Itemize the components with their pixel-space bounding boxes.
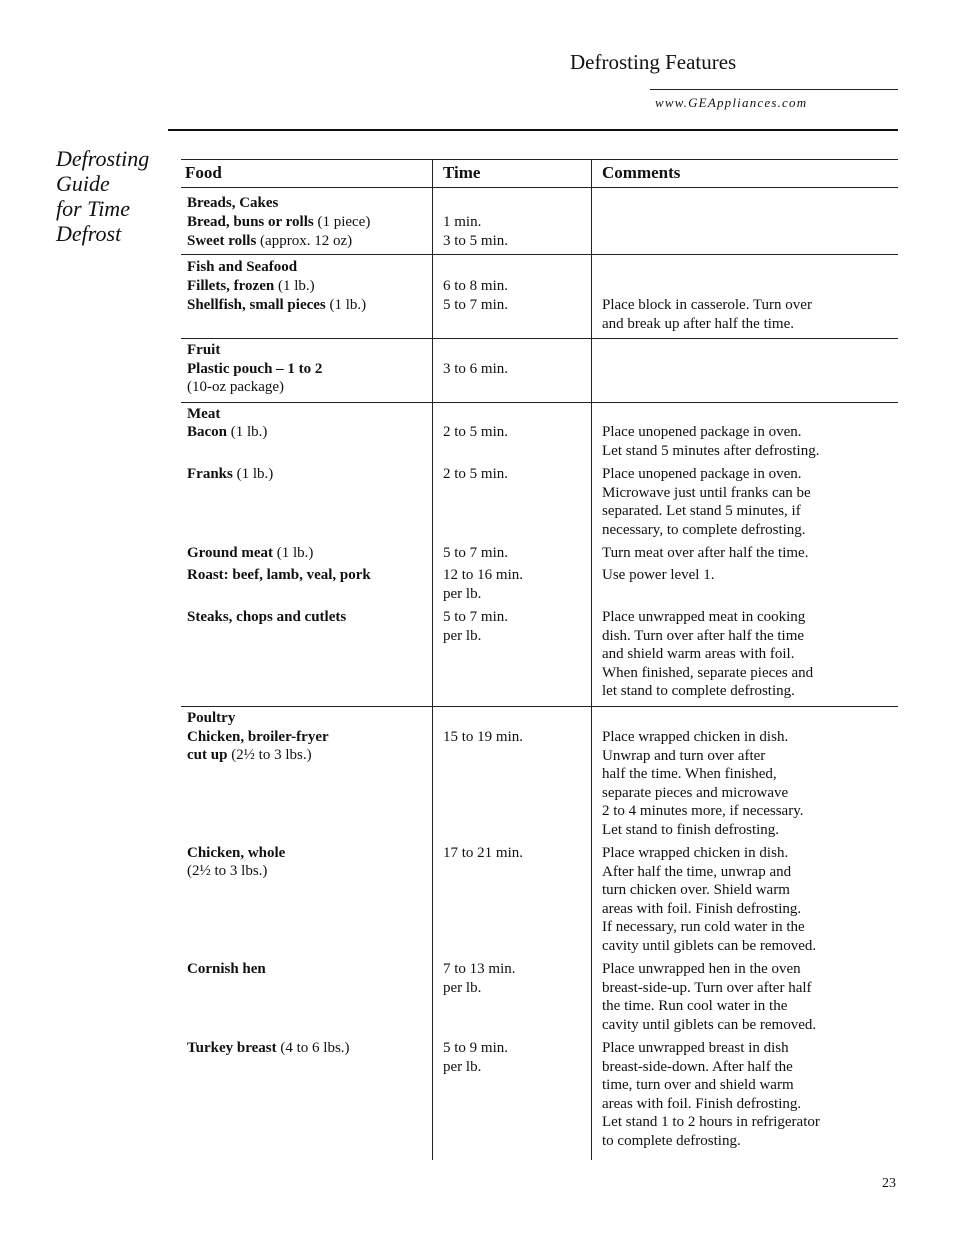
group-heading: Poultry xyxy=(187,710,236,726)
header-rule xyxy=(181,187,898,188)
food-item: Roast: beef, lamb, veal, pork xyxy=(187,567,371,583)
food-item: Plastic pouch – 1 to 2 xyxy=(187,361,323,377)
food-item-note: (10-oz package) xyxy=(187,379,285,395)
group-heading: Fish and Seafood xyxy=(187,259,298,275)
comment-text: Place unopened package in oven. Microwave just until franks can be separated. Let stand 5 minutes, if necessary, to complete defrosting. xyxy=(602,466,811,538)
time-value: 2 to 5 min. xyxy=(443,424,509,440)
top-divider xyxy=(168,129,898,131)
time-value: 5 to 9 min. per lb. xyxy=(443,1040,509,1075)
guide-title-line: for Time xyxy=(56,196,130,221)
time-value: 7 to 13 min. per lb. xyxy=(443,961,516,996)
food-item: Chicken, broiler-fryer xyxy=(187,729,329,745)
comment-text: Use power level 1. xyxy=(602,567,715,583)
row-rule xyxy=(181,706,898,707)
time-value: 12 to 16 min. per lb. xyxy=(443,567,524,602)
column-divider xyxy=(591,159,592,1160)
food-item: Ground meat (1 lb.) xyxy=(187,545,314,561)
column-header-food: Food xyxy=(185,163,222,182)
time-value: 6 to 8 min. xyxy=(443,278,509,294)
food-item: Bread, buns or rolls (1 piece) xyxy=(187,214,371,230)
time-value: 15 to 19 min. xyxy=(443,729,524,745)
website-url: www.GEAppliances.com xyxy=(655,95,808,110)
comment-text: Place block in casserole. Turn over and break up after half the time. xyxy=(602,297,812,332)
comment-text: Turn meat over after half the time. xyxy=(602,545,809,561)
time-value: 5 to 7 min. xyxy=(443,297,509,313)
row-rule xyxy=(181,338,898,339)
time-value: 3 to 5 min. xyxy=(443,233,509,249)
guide-title-line: Guide xyxy=(56,171,110,196)
food-item: cut up (2½ to 3 lbs.) xyxy=(187,747,312,763)
food-item: Franks (1 lb.) xyxy=(187,466,274,482)
section-title: Defrosting Features xyxy=(570,50,737,74)
food-item: Shellfish, small pieces (1 lb.) xyxy=(187,297,367,313)
food-item: Fillets, frozen (1 lb.) xyxy=(187,278,315,294)
food-item: Turkey breast (4 to 6 lbs.) xyxy=(187,1040,350,1056)
food-item: Steaks, chops and cutlets xyxy=(187,609,347,625)
food-item-note: (2½ to 3 lbs.) xyxy=(187,863,268,879)
comment-text: Place unwrapped hen in the oven breast-side-up. Turn over after half the time. Run cool water in the cavity until giblets can be removed. xyxy=(602,961,817,1033)
comment-text: Place wrapped chicken in dish. Unwrap and turn over after half the time. When finished, separate pieces and microwave 2 to 4 minutes more, if necessary. Let stand to finish defrosting. xyxy=(602,729,804,838)
column-divider xyxy=(432,159,433,1160)
group-heading: Breads, Cakes xyxy=(187,195,279,211)
column-header-time: Time xyxy=(443,163,481,182)
comment-text: Place unopened package in oven. Let stand 5 minutes after defrosting. xyxy=(602,424,820,459)
food-item: Cornish hen xyxy=(187,961,266,977)
column-header-comments: Comments xyxy=(602,163,681,182)
guide-title xyxy=(56,146,149,246)
time-value: 5 to 7 min. per lb. xyxy=(443,609,509,644)
guide-title-line: Defrosting xyxy=(56,146,150,171)
guide-title-line: Defrost xyxy=(56,221,122,246)
food-item: Chicken, whole xyxy=(187,845,286,861)
header-rule xyxy=(650,89,898,90)
time-value: 2 to 5 min. xyxy=(443,466,509,482)
food-item: Bacon (1 lb.) xyxy=(187,424,268,440)
row-rule xyxy=(181,402,898,403)
group-heading: Meat xyxy=(187,406,221,422)
table-top-rule xyxy=(181,159,898,160)
group-heading: Fruit xyxy=(187,342,221,358)
time-value: 17 to 21 min. xyxy=(443,845,524,861)
time-value: 1 min. xyxy=(443,214,482,230)
time-value: 5 to 7 min. xyxy=(443,545,509,561)
comment-text: Place unwrapped meat in cooking dish. Turn over after half the time and shield warm areas with foil. When finished, separate pieces and let stand to complete defrosting. xyxy=(602,609,814,700)
page-number: 23 xyxy=(882,1176,896,1191)
comment-text: Place wrapped chicken in dish. After half the time, unwrap and turn chicken over. Shield warm areas with foil. Finish defrosting. If necessary, run cold water in the cavity until giblets can be removed. xyxy=(602,845,817,954)
row-rule xyxy=(181,254,898,255)
comment-text: Place unwrapped breast in dish breast-side-down. After half the time, turn over and shield warm areas with foil. Finish defrosting. Let stand 1 to 2 hours in refrigerator to complete defrosting. xyxy=(602,1040,820,1149)
food-item: Sweet rolls (approx. 12 oz) xyxy=(187,233,353,249)
time-value: 3 to 6 min. xyxy=(443,361,509,377)
